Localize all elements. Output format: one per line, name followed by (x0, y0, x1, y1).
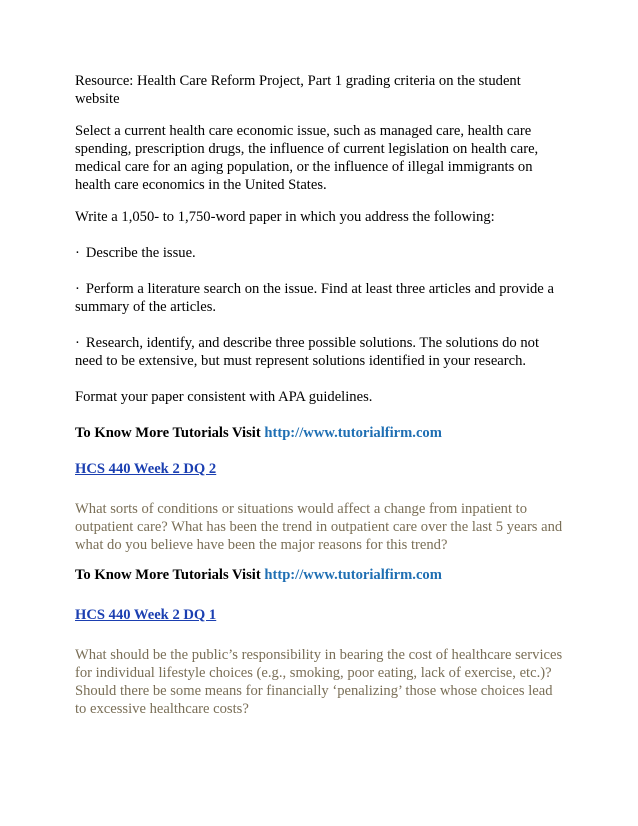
bullet-text: Research, identify, and describe three possible solutions. The solutions do not need to be extensive, but must represent solutions identified in your research. (75, 335, 540, 369)
bullet-text: Describe the issue. (85, 245, 196, 261)
bullet-text: Perform a literature search on the issue. Find at least three articles and provide a summary of the articles. (75, 281, 554, 315)
bullet-item (75, 280, 565, 316)
resource-line: Resource: Health Care Reform Project, Part 1 grading criteria on the student website (75, 73, 521, 107)
bullet-mark: · (75, 245, 80, 261)
section-heading (75, 460, 565, 478)
bullet-item (75, 244, 565, 262)
bullet-mark: · (75, 281, 80, 297)
bullet-mark: · (75, 335, 80, 351)
dq1-heading-link[interactable]: HCS 440 Week 2 DQ 1 (75, 607, 217, 623)
dq1-question: What should be the public’s responsibility in bearing the cost of healthcare services for individual lifestyle choices (e.g., smoking, poor eating, lack of exercise, etc.)? Should there be some means for financially ‘penalizing’ those whose choices lead to excessive healthcare costs? (75, 647, 563, 717)
dq2-heading-link[interactable]: HCS 440 Week 2 DQ 2 (75, 461, 217, 477)
tutorial-link[interactable]: http://www.tutorialfirm.com (264, 567, 442, 583)
bullet-item (75, 334, 565, 370)
tutorial-link[interactable]: http://www.tutorialfirm.com (264, 425, 442, 441)
dq2-question: What sorts of conditions or situations would affect a change from inpatient to outpatient care? What has been the trend in outpatient care over the last 5 years and what do you believe have been the major reasons for this trend? (75, 501, 563, 553)
promo-text: To Know More Tutorials Visit (75, 425, 265, 441)
promo-text: To Know More Tutorials Visit (75, 567, 265, 583)
select-issue-paragraph: Select a current health care economic issue, such as managed care, health care spending, prescription drugs, the influence of current legislation on health care, medical care for an aging population, or the influence of illegal immigrants on health care economics in the United States. (75, 123, 539, 193)
format-line: Format your paper consistent with APA guidelines. (75, 389, 373, 405)
write-instruction: Write a 1,050- to 1,750-word paper in which you address the following: (75, 209, 495, 225)
promo-line (75, 424, 565, 442)
promo-line (75, 566, 565, 584)
section-heading (75, 606, 565, 624)
document-page (75, 72, 565, 732)
